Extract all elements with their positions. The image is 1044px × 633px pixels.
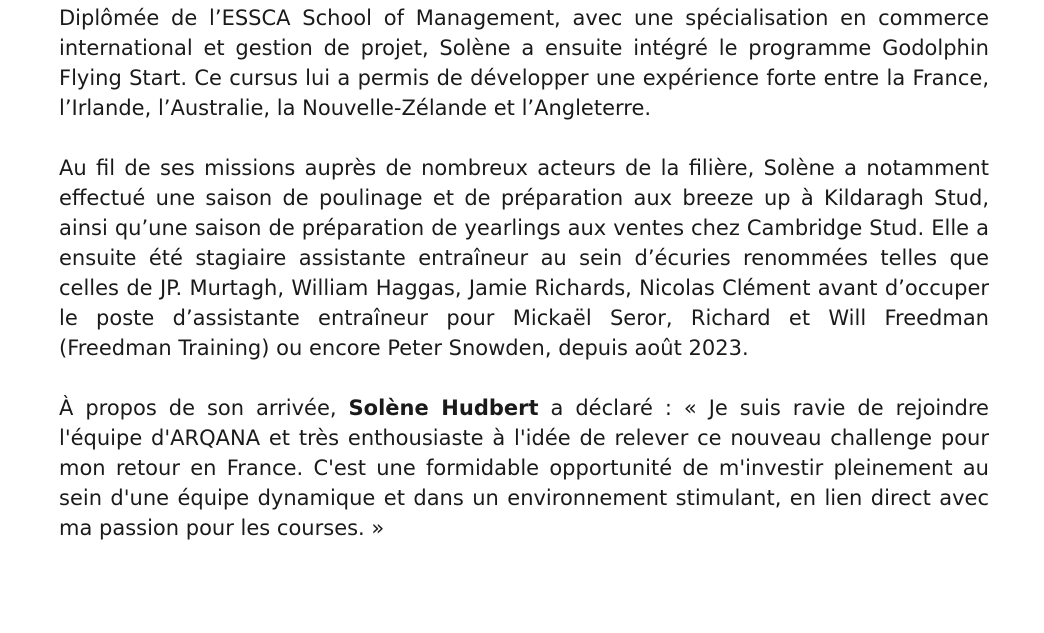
article-body — [59, 0, 989, 543]
paragraph-quote — [59, 393, 989, 543]
quote-text: a déclaré : « Je suis ravie de rejoindre l'équipe d'ARQANA et très enthousiaste à l'idée de relever ce nouveau challenge pour mon retour en France. C'est une formidable opportunité de m'investir pleinement au sein d'une équipe dynamique et dans un environnement stimulant, en lien direct avec ma passion pour les courses. » — [59, 396, 989, 540]
person-name: Solène Hudbert — [348, 396, 539, 420]
quote-lead: À propos de son arrivée, — [59, 396, 349, 420]
paragraph-education: Diplômée de l’ESSCA School of Management, avec une spécialisation en commerce international et gestion de projet, Solène a ensuite intégré le programme Godolphin Flying Start. Ce cursus lui a permis de développer une expérience forte entre la France, l’Irlande, l’Australie, la Nouvelle-Zélande et l’Angleterre. — [59, 6, 989, 120]
paragraph-experience: Au fil de ses missions auprès de nombreux acteurs de la filière, Solène a notamment effectué une saison de poulinage et de préparation aux breeze up à Kildaragh Stud, ainsi qu’une saison de préparation de yearlings aux ventes chez Cambridge Stud. Elle a ensuite été stagiaire assistante entraîneur au sein d’écuries renommées telles que celles de JP. Murtagh, William Haggas, Jamie Richards, Nicolas Clément avant d’occuper le poste d’assistante entraîneur pour Mickaël Seror, Richard et Will Freedman (Freedman Training) ou encore Peter Snowden, depuis août 2023. — [59, 156, 989, 360]
